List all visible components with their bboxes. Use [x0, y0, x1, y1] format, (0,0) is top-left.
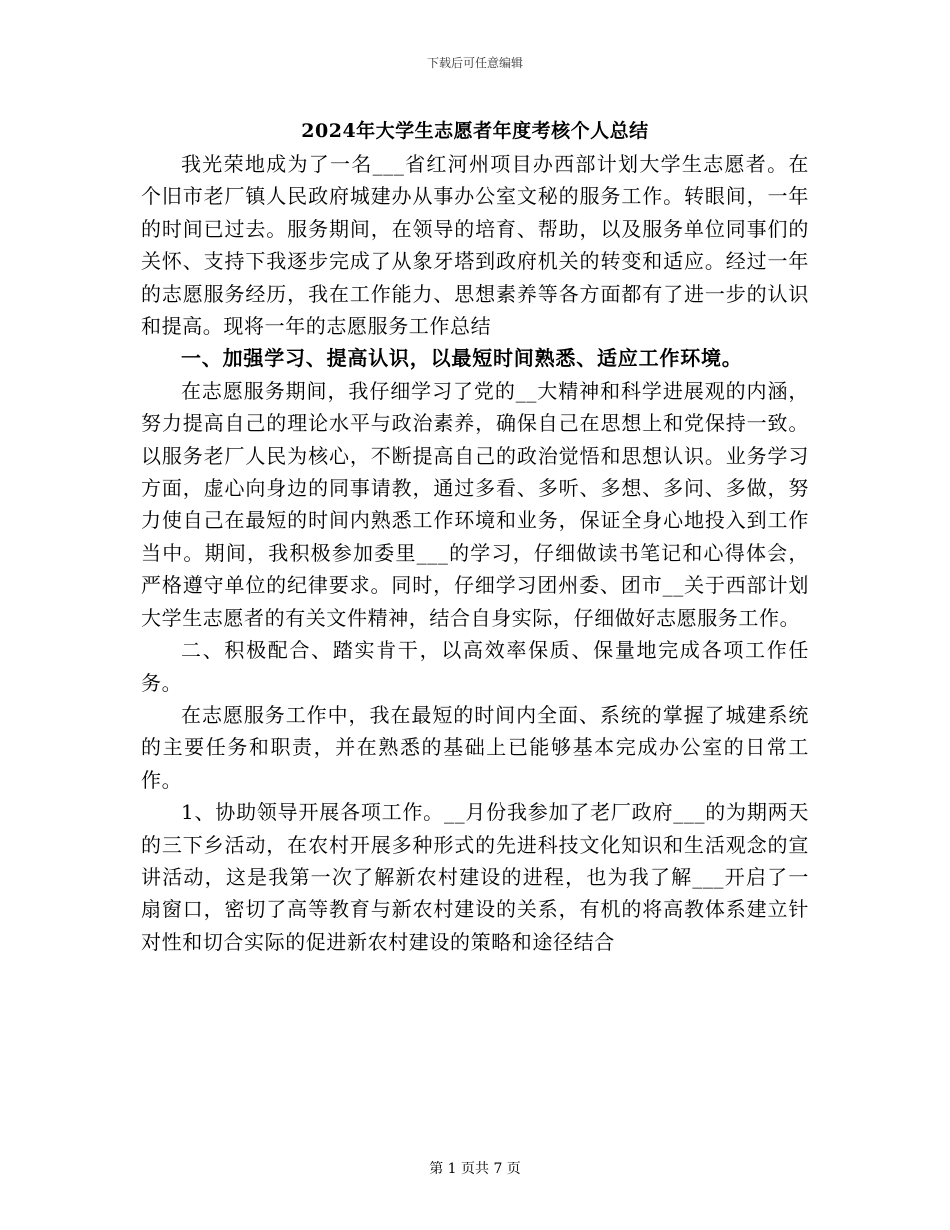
section-heading-1: 一、加强学习、提高认识，以最短时间熟悉、适应工作环境。 [181, 346, 743, 371]
section-heading-2: 二、积极配合、踏实肯干，以高效率保质、保量地完成各项工作任务。 [141, 638, 809, 695]
page-header-note: 下载后可任意编辑 [426, 56, 523, 70]
body-paragraph-study: 在志愿服务期间，我仔细学习了党的__大精神和科学进展观的内涵，努力提高自己的理论水平与政治素养，确保自己在思想上和党保持一致。以服务老厂人民为核心，不断提高自己的政治觉悟和思想认识。业务学习方面，虚心向身边的同事请教，通过多看、多听、多想、多问、多做，努力使自己在最短的时间内熟悉工作环境和业务，保证全身心地投入到工作当中。期间，我积极参加委里___的学习，仔细做读书笔记和心得体会，严格遵守单位的纪律要求。同时，仔细学习团州委、团市__关于西部计划大学生志愿者的有关文件精神，结合自身实际，仔细做好志愿服务工作。 [141, 378, 809, 630]
body-paragraph-intro: 我光荣地成为了一名___省红河州项目办西部计划大学生志愿者。在个旧市老厂镇人民政府城建办从事办公室文秘的服务工作。转眼间，一年的时间已过去。服务期间，在领导的培育、帮助，以及服务单位同事们的关怀、支持下我逐步完成了从象牙塔到政府机关的转变和适应。经过一年的志愿服务经历，我在工作能力、思想素养等各方面都有了进一步的认识和提高。现将一年的志愿服务工作总结 [141, 152, 809, 339]
body-paragraph-work: 在志愿服务工作中，我在最短的时间内全面、系统的掌握了城建系统的主要任务和职责，并在熟悉的基础上已能够基本完成办公室的日常工作。 [141, 702, 809, 792]
document-body [141, 148, 809, 958]
page-footer-number: 第 1 页共 7 页 [429, 1161, 521, 1177]
document-title: 2024年大学生志愿者年度考核个人总结 [301, 120, 649, 142]
body-paragraph-assist: 1、协助领导开展各项工作。__月份我参加了老厂政府___的为期两天的三下乡活动，在农村开展多种形式的先进科技文化知识和生活观念的宣讲活动，这是我第一次了解新农村建设的进程，也为我了解___开启了一扇窗口，密切了高等教育与新农村建设的关系，有机的将高教体系建立针对性和切合实际的促进新农村建设的策略和途径结合 [141, 800, 809, 954]
